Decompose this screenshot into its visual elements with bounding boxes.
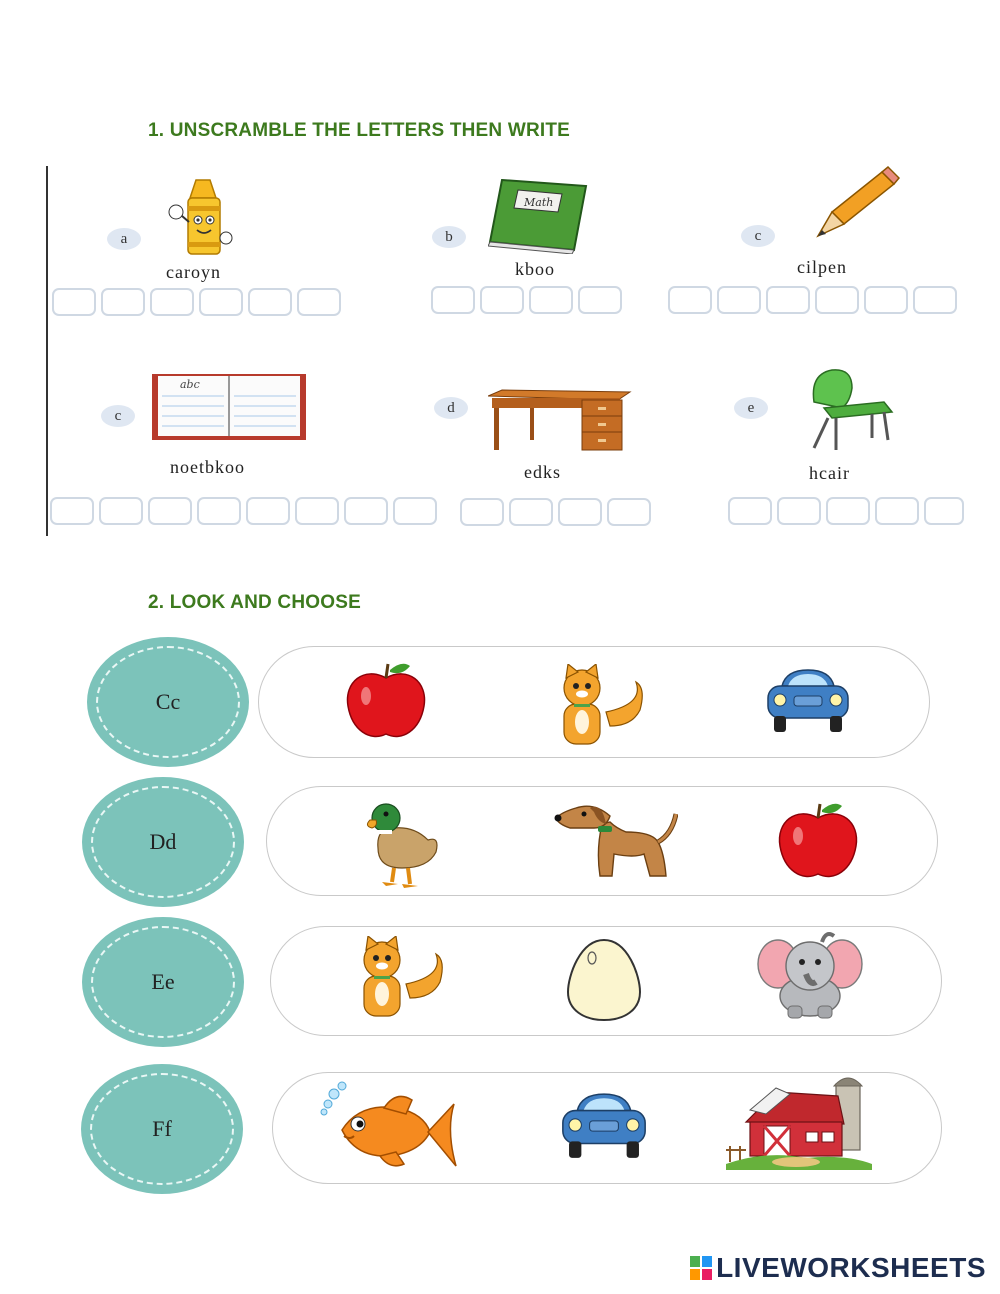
letter-pair: Ff [152,1116,172,1141]
egg-icon[interactable] [564,936,644,1022]
letter-box[interactable] [578,286,622,314]
scrambled-word: caroyn [166,262,221,282]
book-cover-text: Math [524,196,554,209]
letter-circle [82,777,244,907]
answer-boxes[interactable] [728,497,964,525]
letter-box[interactable] [393,497,437,525]
letter-box[interactable] [148,497,192,525]
letter-box[interactable] [529,286,573,314]
pencil-icon [812,166,900,238]
crayon-icon [166,176,236,258]
letter-box[interactable] [297,288,341,316]
apple-icon[interactable] [344,660,428,742]
apple-icon[interactable] [776,800,860,882]
item-label: d [434,397,468,419]
item-label: c [741,225,775,247]
cat-icon[interactable] [356,936,448,1018]
letter-box[interactable] [826,497,870,525]
notebook-icon [150,372,308,442]
chair-icon [806,368,894,454]
letter-box[interactable] [924,497,964,525]
logo-blocks-icon [690,1256,712,1280]
letter-box[interactable] [431,286,475,314]
letter-box[interactable] [99,497,143,525]
letter-pair: Cc [155,689,181,714]
letter-pair: Ee [151,969,175,994]
letter-box[interactable] [875,497,919,525]
section2-title: 2. LOOK AND CHOOSE [148,592,361,613]
letter-pair: Dd [149,829,177,854]
car-icon[interactable] [556,1090,652,1162]
letter-box[interactable] [150,288,194,316]
letter-box[interactable] [913,286,957,314]
scrambled-word: noetbkoo [170,457,245,477]
answer-boxes[interactable] [668,286,957,314]
letter-box[interactable] [248,288,292,316]
answer-boxes[interactable] [460,498,651,526]
scrambled-word: kboo [515,259,555,279]
item-label: b [432,226,466,248]
car-icon[interactable] [764,666,852,736]
letter-box[interactable] [295,497,339,525]
letter-box[interactable] [480,286,524,314]
letter-box[interactable] [246,497,290,525]
logo-text: LIVEWORKSHEETS [716,1252,986,1283]
letter-box[interactable] [344,497,388,525]
answer-boxes[interactable] [431,286,622,314]
letter-box[interactable] [509,498,553,526]
letter-box[interactable] [728,497,772,525]
letter-box[interactable] [607,498,651,526]
elephant-icon[interactable] [756,930,864,1020]
letter-box[interactable] [199,288,243,316]
letter-box[interactable] [52,288,96,316]
letter-box[interactable] [717,286,761,314]
letter-box[interactable] [460,498,504,526]
duck-icon[interactable] [364,796,440,888]
desk-icon [488,388,632,454]
letter-box[interactable] [197,497,241,525]
letter-box[interactable] [766,286,810,314]
letter-circle [87,637,249,767]
book-icon [488,176,590,254]
letter-box[interactable] [101,288,145,316]
notebook-text: abc [180,378,200,391]
letter-box[interactable] [815,286,859,314]
farm-barn-icon[interactable] [726,1074,872,1170]
letter-box[interactable] [558,498,602,526]
letter-circle [82,917,244,1047]
item-label: a [107,228,141,250]
liveworksheets-logo [690,1252,986,1284]
cat-icon[interactable] [556,664,648,746]
letter-box[interactable] [777,497,821,525]
dog-icon[interactable] [554,798,678,882]
fish-icon[interactable] [320,1080,458,1172]
scrambled-word: edks [524,462,561,482]
item-label: e [734,397,768,419]
letter-box[interactable] [50,497,94,525]
section1-title: 1. UNSCRAMBLE THE LETTERS THEN WRITE [148,120,571,141]
letter-box[interactable] [864,286,908,314]
item-label: c [101,405,135,427]
answer-boxes[interactable] [50,497,437,525]
letter-circle [81,1064,243,1194]
letter-box[interactable] [668,286,712,314]
left-margin-line [46,166,48,536]
answer-boxes[interactable] [52,288,341,316]
scrambled-word: cilpen [797,257,847,277]
scrambled-word: hcair [809,463,850,483]
